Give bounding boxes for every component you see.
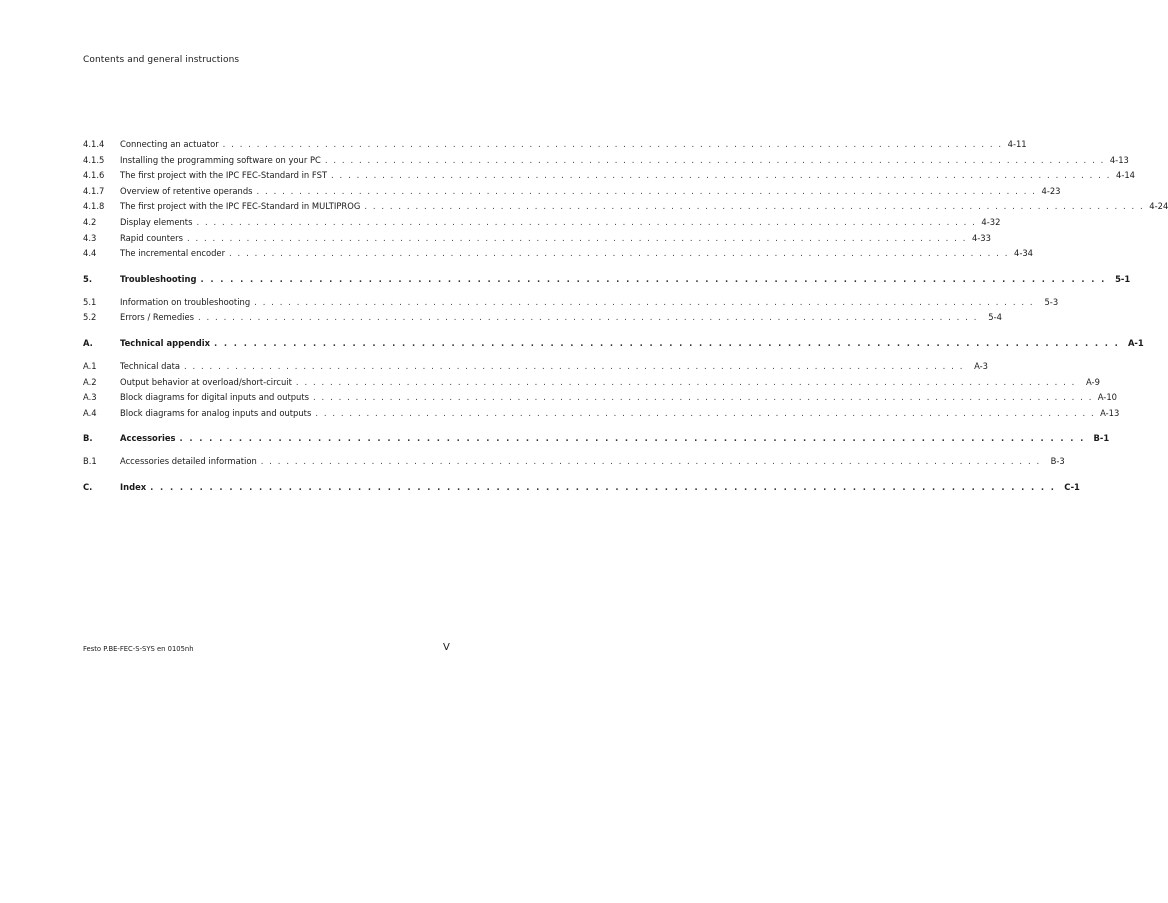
toc-entry-number: A.3 — [83, 392, 97, 403]
table-of-contents — [83, 139, 1168, 498]
toc-entry-page: 4-14 — [1115, 170, 1135, 181]
toc-chapter-entry[interactable] — [83, 273, 1131, 290]
dot-leader — [150, 482, 1056, 492]
toc-entry[interactable] — [83, 407, 1120, 424]
toc-entry-number: A.4 — [83, 407, 97, 418]
toc-entry-title: Information on troubleshooting — [120, 296, 251, 307]
dot-leader — [187, 233, 967, 243]
toc-entry-title: Connecting an actuator — [120, 139, 219, 149]
toc-entry[interactable] — [83, 139, 1027, 155]
toc-entry-number: 4.3 — [83, 232, 97, 243]
toc-entry[interactable] — [83, 456, 1065, 472]
toc-entry[interactable] — [83, 392, 1117, 408]
footer-document-code: Festo P.BE-FEC-S-SYS en 0105nh — [83, 645, 194, 653]
toc-entry[interactable] — [83, 312, 1002, 328]
dot-leader — [229, 248, 1009, 258]
toc-entry-number: A.2 — [83, 376, 97, 387]
toc-entry-page: 4-13 — [1109, 154, 1129, 165]
dot-leader — [296, 377, 1076, 387]
dot-leader — [313, 392, 1093, 402]
toc-chapter-entry[interactable] — [83, 481, 1080, 498]
toc-entry-title: Block diagrams for digital inputs and outputs — [120, 392, 310, 403]
dot-leader — [254, 297, 1034, 307]
toc-entry-title: Accessories — [120, 433, 176, 444]
toc-entry[interactable] — [83, 154, 1129, 171]
toc-entry[interactable] — [83, 185, 1061, 202]
toc-entry-title: Technical appendix — [120, 337, 210, 348]
dot-leader — [325, 155, 1105, 165]
toc-entry-title: Installing the programming software on your PC — [120, 154, 321, 165]
toc-entry[interactable] — [83, 296, 1059, 313]
toc-entry-page: 4-24 — [1149, 201, 1168, 212]
toc-entry-number: 5. — [83, 273, 93, 284]
toc-entry-title: Technical data — [120, 360, 180, 371]
dot-leader — [257, 186, 1037, 196]
toc-entry-page: C-1 — [1064, 481, 1080, 492]
toc-entry-page: A-10 — [1097, 392, 1117, 403]
toc-entry[interactable] — [83, 170, 1135, 186]
toc-entry-page: 4-23 — [1041, 185, 1061, 196]
dot-leader — [198, 312, 978, 322]
toc-chapter-entry[interactable] — [83, 337, 1144, 354]
toc-entry-title: Output behavior at overload/short-circuit — [120, 376, 292, 387]
dot-leader — [179, 433, 1085, 443]
footer-page-numeral: V — [443, 642, 450, 653]
toc-entry[interactable] — [83, 248, 1033, 264]
toc-entry-title: Index — [120, 481, 147, 492]
toc-entry-number: 5.1 — [83, 296, 97, 307]
toc-entry-number: 4.1.8 — [83, 201, 105, 212]
dot-leader — [184, 361, 964, 371]
toc-entry[interactable] — [83, 360, 988, 377]
dot-leader — [200, 274, 1106, 284]
toc-entry-page: 4-32 — [981, 216, 1001, 227]
running-head-title: Contents and general instructions — [83, 55, 240, 65]
toc-entry-number: 4.2 — [83, 216, 97, 227]
toc-entry-page: 4-11 — [1007, 139, 1027, 149]
toc-entry-title: The incremental encoder — [120, 248, 226, 259]
toc-entry[interactable] — [83, 201, 1168, 217]
toc-entry-page: A-9 — [1086, 376, 1100, 387]
toc-entry-number: A.1 — [83, 360, 97, 371]
toc-entry-number: 4.4 — [83, 248, 97, 259]
toc-entry-page: 4-34 — [1013, 248, 1033, 259]
toc-entry-number: 4.1.6 — [83, 170, 105, 181]
toc-entry-number: B. — [83, 433, 93, 444]
toc-entry-title: The first project with the IPC FEC-Standard in FST — [120, 170, 328, 181]
dot-leader — [331, 170, 1111, 180]
toc-entry-page: A-3 — [974, 360, 988, 371]
toc-entry-title: The first project with the IPC FEC-Standard in MULTIPROG — [120, 201, 361, 212]
dot-leader — [223, 139, 1003, 149]
toc-entry-page: A-1 — [1127, 337, 1144, 348]
toc-entry[interactable] — [83, 216, 1001, 233]
toc-entry-number: 4.1.5 — [83, 154, 105, 165]
toc-entry[interactable] — [83, 232, 991, 249]
dot-leader — [261, 456, 1041, 466]
toc-entry-number: 4.1.4 — [83, 139, 105, 149]
toc-entry-page: 5-3 — [1044, 296, 1059, 307]
toc-chapter-entry[interactable] — [83, 433, 1110, 449]
toc-entry-page: B-3 — [1050, 456, 1065, 467]
dot-leader — [196, 217, 976, 227]
dot-leader — [364, 201, 1144, 211]
dot-leader — [315, 408, 1095, 418]
toc-entry-page: 5-1 — [1115, 273, 1131, 284]
toc-entry-page: 5-4 — [988, 312, 1002, 323]
toc-entry-title: Accessories detailed information — [120, 456, 257, 467]
toc-entry-number: 4.1.7 — [83, 185, 105, 196]
toc-entry[interactable] — [83, 376, 1100, 393]
toc-entry-title: Display elements — [120, 216, 193, 227]
toc-entry-title: Troubleshooting — [120, 273, 197, 284]
toc-entry-title: Rapid counters — [120, 232, 183, 243]
toc-entry-title: Block diagrams for analog inputs and outputs — [120, 407, 312, 418]
toc-entry-title: Overview of retentive operands — [120, 185, 253, 196]
toc-entry-page: A-13 — [1100, 407, 1120, 418]
toc-entry-title: Errors / Remedies — [120, 312, 194, 323]
toc-entry-number: B.1 — [83, 456, 97, 467]
dot-leader — [214, 338, 1120, 348]
toc-entry-number: 5.2 — [83, 312, 97, 323]
toc-entry-number: A. — [83, 337, 93, 348]
toc-entry-page: B-1 — [1093, 433, 1110, 444]
toc-entry-number: C. — [83, 481, 93, 492]
toc-entry-page: 4-33 — [971, 232, 991, 243]
